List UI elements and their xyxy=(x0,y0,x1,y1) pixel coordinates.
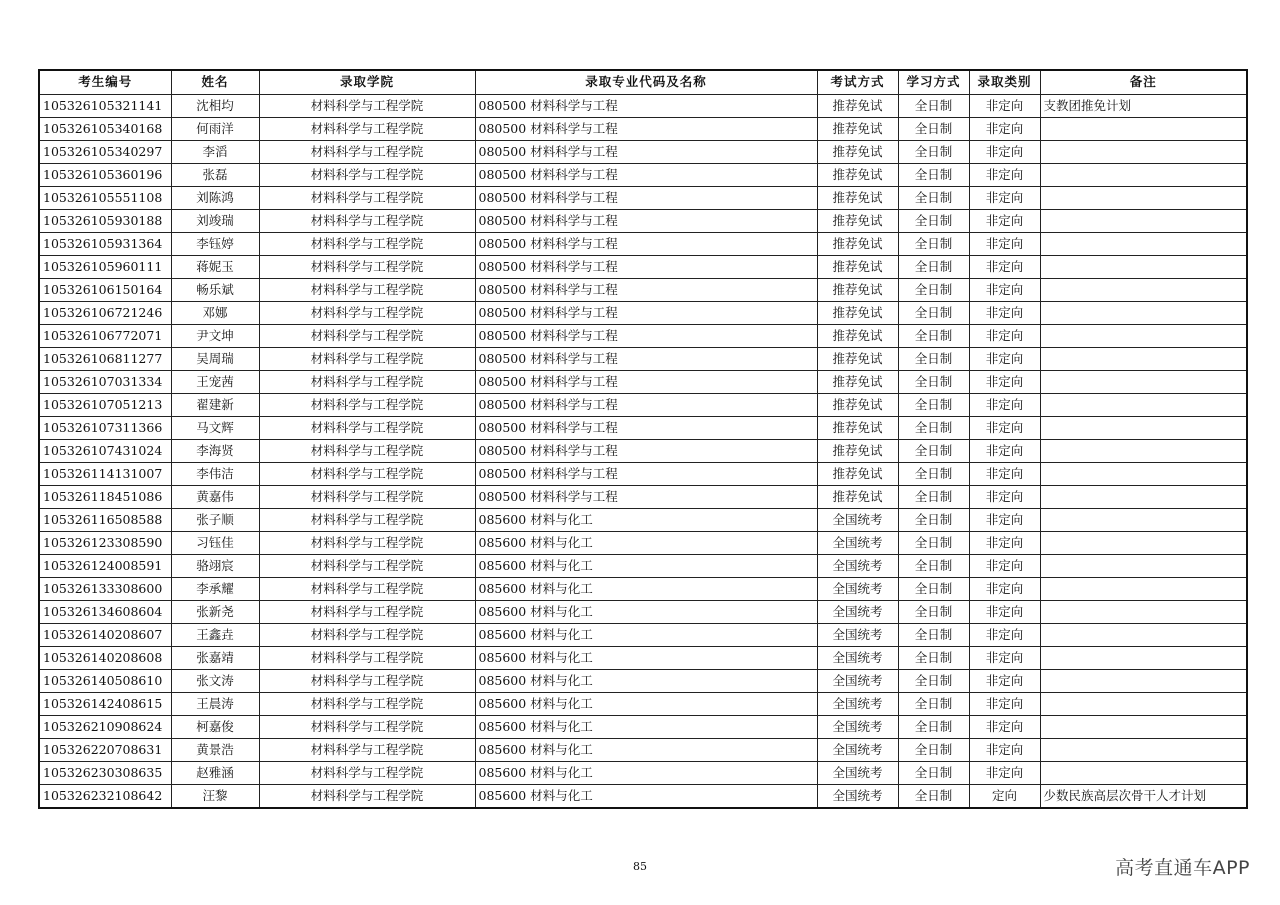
table-row xyxy=(39,646,1247,669)
cell-admission-category: 非定向 xyxy=(969,324,1040,347)
cell-study-mode: 全日制 xyxy=(898,186,969,209)
cell-college: 材料科学与工程学院 xyxy=(259,439,475,462)
cell-admission-category: 非定向 xyxy=(969,186,1040,209)
cell-major: 085600 材料与化工 xyxy=(475,531,817,554)
cell-admission-category: 非定向 xyxy=(969,738,1040,761)
cell-major: 080500 材料科学与工程 xyxy=(475,186,817,209)
cell-name: 刘竣瑞 xyxy=(171,209,259,232)
cell-candidate-id: 105326124008591 xyxy=(39,554,171,577)
cell-study-mode: 全日制 xyxy=(898,278,969,301)
cell-admission-category: 非定向 xyxy=(969,692,1040,715)
cell-name: 马文辉 xyxy=(171,416,259,439)
cell-name: 柯嘉俊 xyxy=(171,715,259,738)
cell-remarks xyxy=(1040,301,1247,324)
table-row xyxy=(39,186,1247,209)
cell-exam-type: 全国统考 xyxy=(817,784,898,808)
table-header-row xyxy=(39,70,1247,94)
cell-college: 材料科学与工程学院 xyxy=(259,232,475,255)
table-row xyxy=(39,209,1247,232)
cell-admission-category: 非定向 xyxy=(969,209,1040,232)
cell-name: 黄景浩 xyxy=(171,738,259,761)
cell-candidate-id: 105326140208608 xyxy=(39,646,171,669)
cell-candidate-id: 105326107031334 xyxy=(39,370,171,393)
table-row xyxy=(39,784,1247,808)
cell-admission-category: 非定向 xyxy=(969,393,1040,416)
cell-admission-category: 非定向 xyxy=(969,347,1040,370)
cell-exam-type: 推荐免试 xyxy=(817,117,898,140)
cell-exam-type: 推荐免试 xyxy=(817,163,898,186)
admission-list-table xyxy=(38,69,1248,809)
table-row xyxy=(39,370,1247,393)
cell-exam-type: 推荐免试 xyxy=(817,416,898,439)
cell-college: 材料科学与工程学院 xyxy=(259,692,475,715)
cell-name: 李钰婷 xyxy=(171,232,259,255)
cell-admission-category: 非定向 xyxy=(969,623,1040,646)
cell-major: 080500 材料科学与工程 xyxy=(475,393,817,416)
table-row xyxy=(39,508,1247,531)
cell-remarks xyxy=(1040,508,1247,531)
cell-major: 085600 材料与化工 xyxy=(475,623,817,646)
cell-candidate-id: 105326140508610 xyxy=(39,669,171,692)
cell-college: 材料科学与工程学院 xyxy=(259,623,475,646)
cell-major: 080500 材料科学与工程 xyxy=(475,117,817,140)
table-row xyxy=(39,393,1247,416)
cell-exam-type: 全国统考 xyxy=(817,508,898,531)
cell-remarks: 少数民族高层次骨干人才计划 xyxy=(1040,784,1247,808)
cell-college: 材料科学与工程学院 xyxy=(259,669,475,692)
cell-candidate-id: 105326107311366 xyxy=(39,416,171,439)
cell-college: 材料科学与工程学院 xyxy=(259,600,475,623)
table-row xyxy=(39,117,1247,140)
cell-name: 邓娜 xyxy=(171,301,259,324)
cell-major: 085600 材料与化工 xyxy=(475,669,817,692)
cell-name: 王鑫垚 xyxy=(171,623,259,646)
cell-exam-type: 全国统考 xyxy=(817,531,898,554)
cell-admission-category: 非定向 xyxy=(969,508,1040,531)
cell-candidate-id: 105326105960111 xyxy=(39,255,171,278)
cell-study-mode: 全日制 xyxy=(898,370,969,393)
header-study-mode: 学习方式 xyxy=(898,70,969,94)
header-remarks: 备注 xyxy=(1040,70,1247,94)
cell-candidate-id: 105326106721246 xyxy=(39,301,171,324)
table-row xyxy=(39,278,1247,301)
cell-remarks xyxy=(1040,646,1247,669)
cell-candidate-id: 105326133308600 xyxy=(39,577,171,600)
cell-major: 085600 材料与化工 xyxy=(475,554,817,577)
cell-candidate-id: 105326232108642 xyxy=(39,784,171,808)
cell-major: 080500 材料科学与工程 xyxy=(475,140,817,163)
cell-college: 材料科学与工程学院 xyxy=(259,761,475,784)
cell-exam-type: 推荐免试 xyxy=(817,393,898,416)
cell-college: 材料科学与工程学院 xyxy=(259,163,475,186)
cell-name: 畅乐斌 xyxy=(171,278,259,301)
cell-major: 080500 材料科学与工程 xyxy=(475,324,817,347)
cell-remarks xyxy=(1040,485,1247,508)
header-name: 姓名 xyxy=(171,70,259,94)
cell-college: 材料科学与工程学院 xyxy=(259,577,475,600)
cell-study-mode: 全日制 xyxy=(898,163,969,186)
cell-admission-category: 非定向 xyxy=(969,278,1040,301)
cell-name: 李承耀 xyxy=(171,577,259,600)
cell-admission-category: 非定向 xyxy=(969,439,1040,462)
table-row xyxy=(39,232,1247,255)
header-major: 录取专业代码及名称 xyxy=(475,70,817,94)
cell-admission-category: 非定向 xyxy=(969,370,1040,393)
cell-study-mode: 全日制 xyxy=(898,232,969,255)
cell-name: 黄嘉伟 xyxy=(171,485,259,508)
cell-admission-category: 非定向 xyxy=(969,715,1040,738)
cell-exam-type: 全国统考 xyxy=(817,692,898,715)
cell-college: 材料科学与工程学院 xyxy=(259,554,475,577)
cell-remarks xyxy=(1040,554,1247,577)
cell-remarks xyxy=(1040,531,1247,554)
cell-remarks xyxy=(1040,462,1247,485)
cell-exam-type: 推荐免试 xyxy=(817,324,898,347)
cell-remarks xyxy=(1040,140,1247,163)
cell-college: 材料科学与工程学院 xyxy=(259,370,475,393)
cell-admission-category: 非定向 xyxy=(969,554,1040,577)
cell-college: 材料科学与工程学院 xyxy=(259,784,475,808)
cell-exam-type: 推荐免试 xyxy=(817,209,898,232)
cell-remarks xyxy=(1040,232,1247,255)
cell-admission-category: 非定向 xyxy=(969,485,1040,508)
cell-major: 085600 材料与化工 xyxy=(475,600,817,623)
cell-candidate-id: 105326107051213 xyxy=(39,393,171,416)
cell-college: 材料科学与工程学院 xyxy=(259,715,475,738)
table-row xyxy=(39,94,1247,117)
header-candidate-id: 考生编号 xyxy=(39,70,171,94)
cell-remarks xyxy=(1040,324,1247,347)
cell-candidate-id: 105326105360196 xyxy=(39,163,171,186)
cell-candidate-id: 105326105551108 xyxy=(39,186,171,209)
cell-admission-category: 非定向 xyxy=(969,646,1040,669)
cell-study-mode: 全日制 xyxy=(898,324,969,347)
cell-major: 085600 材料与化工 xyxy=(475,577,817,600)
cell-college: 材料科学与工程学院 xyxy=(259,186,475,209)
cell-candidate-id: 105326220708631 xyxy=(39,738,171,761)
cell-exam-type: 推荐免试 xyxy=(817,94,898,117)
cell-major: 080500 材料科学与工程 xyxy=(475,370,817,393)
table-row xyxy=(39,439,1247,462)
cell-study-mode: 全日制 xyxy=(898,784,969,808)
cell-remarks xyxy=(1040,761,1247,784)
cell-remarks xyxy=(1040,186,1247,209)
cell-exam-type: 全国统考 xyxy=(817,715,898,738)
header-admission-category: 录取类别 xyxy=(969,70,1040,94)
cell-major: 080500 材料科学与工程 xyxy=(475,232,817,255)
cell-major: 080500 材料科学与工程 xyxy=(475,347,817,370)
cell-name: 王宠茜 xyxy=(171,370,259,393)
cell-candidate-id: 105326118451086 xyxy=(39,485,171,508)
table-row xyxy=(39,577,1247,600)
cell-study-mode: 全日制 xyxy=(898,531,969,554)
cell-college: 材料科学与工程学院 xyxy=(259,646,475,669)
cell-exam-type: 推荐免试 xyxy=(817,255,898,278)
cell-study-mode: 全日制 xyxy=(898,255,969,278)
cell-major: 085600 材料与化工 xyxy=(475,508,817,531)
cell-college: 材料科学与工程学院 xyxy=(259,393,475,416)
cell-study-mode: 全日制 xyxy=(898,485,969,508)
cell-exam-type: 全国统考 xyxy=(817,761,898,784)
cell-college: 材料科学与工程学院 xyxy=(259,531,475,554)
cell-college: 材料科学与工程学院 xyxy=(259,209,475,232)
cell-name: 张磊 xyxy=(171,163,259,186)
cell-remarks xyxy=(1040,669,1247,692)
cell-candidate-id: 105326105931364 xyxy=(39,232,171,255)
cell-remarks xyxy=(1040,623,1247,646)
cell-college: 材料科学与工程学院 xyxy=(259,508,475,531)
cell-study-mode: 全日制 xyxy=(898,393,969,416)
cell-study-mode: 全日制 xyxy=(898,646,969,669)
cell-candidate-id: 105326134608604 xyxy=(39,600,171,623)
cell-major: 080500 材料科学与工程 xyxy=(475,255,817,278)
table-row xyxy=(39,163,1247,186)
cell-exam-type: 推荐免试 xyxy=(817,301,898,324)
cell-remarks xyxy=(1040,692,1247,715)
cell-college: 材料科学与工程学院 xyxy=(259,255,475,278)
table-row xyxy=(39,761,1247,784)
cell-candidate-id: 105326105321141 xyxy=(39,94,171,117)
cell-study-mode: 全日制 xyxy=(898,140,969,163)
cell-admission-category: 非定向 xyxy=(969,761,1040,784)
cell-study-mode: 全日制 xyxy=(898,117,969,140)
cell-major: 085600 材料与化工 xyxy=(475,692,817,715)
cell-name: 习钰佳 xyxy=(171,531,259,554)
table-row xyxy=(39,554,1247,577)
cell-candidate-id: 105326116508588 xyxy=(39,508,171,531)
cell-candidate-id: 105326107431024 xyxy=(39,439,171,462)
cell-college: 材料科学与工程学院 xyxy=(259,462,475,485)
table-row xyxy=(39,140,1247,163)
cell-exam-type: 推荐免试 xyxy=(817,347,898,370)
cell-major: 080500 材料科学与工程 xyxy=(475,485,817,508)
cell-name: 翟建新 xyxy=(171,393,259,416)
cell-major: 080500 材料科学与工程 xyxy=(475,278,817,301)
table-body xyxy=(39,94,1247,808)
table-row xyxy=(39,324,1247,347)
cell-major: 085600 材料与化工 xyxy=(475,784,817,808)
cell-exam-type: 全国统考 xyxy=(817,669,898,692)
cell-remarks xyxy=(1040,209,1247,232)
cell-admission-category: 非定向 xyxy=(969,600,1040,623)
cell-remarks xyxy=(1040,577,1247,600)
cell-name: 汪黎 xyxy=(171,784,259,808)
cell-remarks xyxy=(1040,370,1247,393)
cell-admission-category: 非定向 xyxy=(969,232,1040,255)
cell-college: 材料科学与工程学院 xyxy=(259,485,475,508)
table-row xyxy=(39,485,1247,508)
cell-exam-type: 推荐免试 xyxy=(817,232,898,255)
cell-name: 李滔 xyxy=(171,140,259,163)
cell-remarks xyxy=(1040,600,1247,623)
cell-admission-category: 非定向 xyxy=(969,163,1040,186)
cell-major: 080500 材料科学与工程 xyxy=(475,209,817,232)
cell-college: 材料科学与工程学院 xyxy=(259,416,475,439)
cell-admission-category: 非定向 xyxy=(969,669,1040,692)
cell-admission-category: 非定向 xyxy=(969,94,1040,117)
cell-exam-type: 推荐免试 xyxy=(817,370,898,393)
cell-admission-category: 非定向 xyxy=(969,301,1040,324)
cell-admission-category: 非定向 xyxy=(969,140,1040,163)
cell-study-mode: 全日制 xyxy=(898,439,969,462)
cell-candidate-id: 105326230308635 xyxy=(39,761,171,784)
cell-study-mode: 全日制 xyxy=(898,209,969,232)
cell-remarks xyxy=(1040,347,1247,370)
cell-candidate-id: 105326114131007 xyxy=(39,462,171,485)
cell-college: 材料科学与工程学院 xyxy=(259,278,475,301)
cell-candidate-id: 105326106811277 xyxy=(39,347,171,370)
table-row xyxy=(39,692,1247,715)
cell-major: 080500 材料科学与工程 xyxy=(475,416,817,439)
cell-exam-type: 全国统考 xyxy=(817,738,898,761)
cell-name: 沈相均 xyxy=(171,94,259,117)
table-row xyxy=(39,462,1247,485)
admission-list-table-container xyxy=(38,69,1246,809)
page-number: 85 xyxy=(633,860,647,873)
cell-name: 骆翊宸 xyxy=(171,554,259,577)
cell-major: 085600 材料与化工 xyxy=(475,646,817,669)
cell-major: 080500 材料科学与工程 xyxy=(475,163,817,186)
table-row xyxy=(39,531,1247,554)
cell-exam-type: 推荐免试 xyxy=(817,186,898,209)
cell-exam-type: 推荐免试 xyxy=(817,278,898,301)
cell-remarks xyxy=(1040,393,1247,416)
cell-exam-type: 推荐免试 xyxy=(817,485,898,508)
cell-study-mode: 全日制 xyxy=(898,347,969,370)
cell-major: 085600 材料与化工 xyxy=(475,761,817,784)
cell-name: 张子顺 xyxy=(171,508,259,531)
cell-name: 蒋妮玉 xyxy=(171,255,259,278)
cell-candidate-id: 105326105340297 xyxy=(39,140,171,163)
cell-remarks xyxy=(1040,255,1247,278)
cell-admission-category: 非定向 xyxy=(969,117,1040,140)
cell-college: 材料科学与工程学院 xyxy=(259,301,475,324)
cell-name: 刘陈鸿 xyxy=(171,186,259,209)
cell-major: 085600 材料与化工 xyxy=(475,738,817,761)
cell-major: 080500 材料科学与工程 xyxy=(475,462,817,485)
watermark-text: 高考直通车APP xyxy=(1115,857,1250,879)
table-row xyxy=(39,416,1247,439)
table-row xyxy=(39,347,1247,370)
cell-study-mode: 全日制 xyxy=(898,301,969,324)
cell-college: 材料科学与工程学院 xyxy=(259,738,475,761)
cell-name: 张新尧 xyxy=(171,600,259,623)
cell-study-mode: 全日制 xyxy=(898,416,969,439)
cell-remarks xyxy=(1040,715,1247,738)
header-exam-type: 考试方式 xyxy=(817,70,898,94)
cell-study-mode: 全日制 xyxy=(898,738,969,761)
cell-study-mode: 全日制 xyxy=(898,600,969,623)
cell-major: 080500 材料科学与工程 xyxy=(475,94,817,117)
cell-exam-type: 推荐免试 xyxy=(817,462,898,485)
cell-admission-category: 定向 xyxy=(969,784,1040,808)
cell-college: 材料科学与工程学院 xyxy=(259,324,475,347)
cell-study-mode: 全日制 xyxy=(898,94,969,117)
cell-study-mode: 全日制 xyxy=(898,692,969,715)
cell-study-mode: 全日制 xyxy=(898,715,969,738)
cell-study-mode: 全日制 xyxy=(898,508,969,531)
cell-admission-category: 非定向 xyxy=(969,416,1040,439)
cell-name: 何雨洋 xyxy=(171,117,259,140)
cell-candidate-id: 105326105930188 xyxy=(39,209,171,232)
cell-candidate-id: 105326123308590 xyxy=(39,531,171,554)
cell-exam-type: 推荐免试 xyxy=(817,140,898,163)
cell-remarks xyxy=(1040,117,1247,140)
cell-remarks xyxy=(1040,439,1247,462)
cell-candidate-id: 105326142408615 xyxy=(39,692,171,715)
cell-remarks xyxy=(1040,163,1247,186)
cell-study-mode: 全日制 xyxy=(898,554,969,577)
cell-remarks xyxy=(1040,278,1247,301)
cell-exam-type: 推荐免试 xyxy=(817,439,898,462)
table-row xyxy=(39,715,1247,738)
cell-college: 材料科学与工程学院 xyxy=(259,347,475,370)
cell-college: 材料科学与工程学院 xyxy=(259,94,475,117)
cell-remarks: 支教团推免计划 xyxy=(1040,94,1247,117)
cell-name: 张文涛 xyxy=(171,669,259,692)
table-row xyxy=(39,600,1247,623)
cell-name: 王晨涛 xyxy=(171,692,259,715)
cell-exam-type: 全国统考 xyxy=(817,554,898,577)
cell-study-mode: 全日制 xyxy=(898,761,969,784)
cell-exam-type: 全国统考 xyxy=(817,646,898,669)
cell-study-mode: 全日制 xyxy=(898,669,969,692)
cell-name: 李伟洁 xyxy=(171,462,259,485)
table-row xyxy=(39,623,1247,646)
cell-candidate-id: 105326105340168 xyxy=(39,117,171,140)
table-row xyxy=(39,301,1247,324)
cell-study-mode: 全日制 xyxy=(898,462,969,485)
cell-admission-category: 非定向 xyxy=(969,531,1040,554)
cell-admission-category: 非定向 xyxy=(969,255,1040,278)
header-college: 录取学院 xyxy=(259,70,475,94)
table-row xyxy=(39,669,1247,692)
cell-study-mode: 全日制 xyxy=(898,623,969,646)
cell-remarks xyxy=(1040,738,1247,761)
cell-admission-category: 非定向 xyxy=(969,577,1040,600)
cell-college: 材料科学与工程学院 xyxy=(259,117,475,140)
cell-name: 李海贤 xyxy=(171,439,259,462)
cell-name: 吴周瑞 xyxy=(171,347,259,370)
cell-college: 材料科学与工程学院 xyxy=(259,140,475,163)
cell-exam-type: 全国统考 xyxy=(817,577,898,600)
cell-name: 赵雅涵 xyxy=(171,761,259,784)
cell-name: 尹文坤 xyxy=(171,324,259,347)
cell-major: 085600 材料与化工 xyxy=(475,715,817,738)
cell-candidate-id: 105326210908624 xyxy=(39,715,171,738)
cell-name: 张嘉靖 xyxy=(171,646,259,669)
cell-admission-category: 非定向 xyxy=(969,462,1040,485)
table-row xyxy=(39,738,1247,761)
cell-candidate-id: 105326106150164 xyxy=(39,278,171,301)
cell-exam-type: 全国统考 xyxy=(817,600,898,623)
cell-study-mode: 全日制 xyxy=(898,577,969,600)
cell-major: 080500 材料科学与工程 xyxy=(475,301,817,324)
cell-exam-type: 全国统考 xyxy=(817,623,898,646)
cell-candidate-id: 105326140208607 xyxy=(39,623,171,646)
table-row xyxy=(39,255,1247,278)
cell-remarks xyxy=(1040,416,1247,439)
cell-candidate-id: 105326106772071 xyxy=(39,324,171,347)
cell-major: 080500 材料科学与工程 xyxy=(475,439,817,462)
